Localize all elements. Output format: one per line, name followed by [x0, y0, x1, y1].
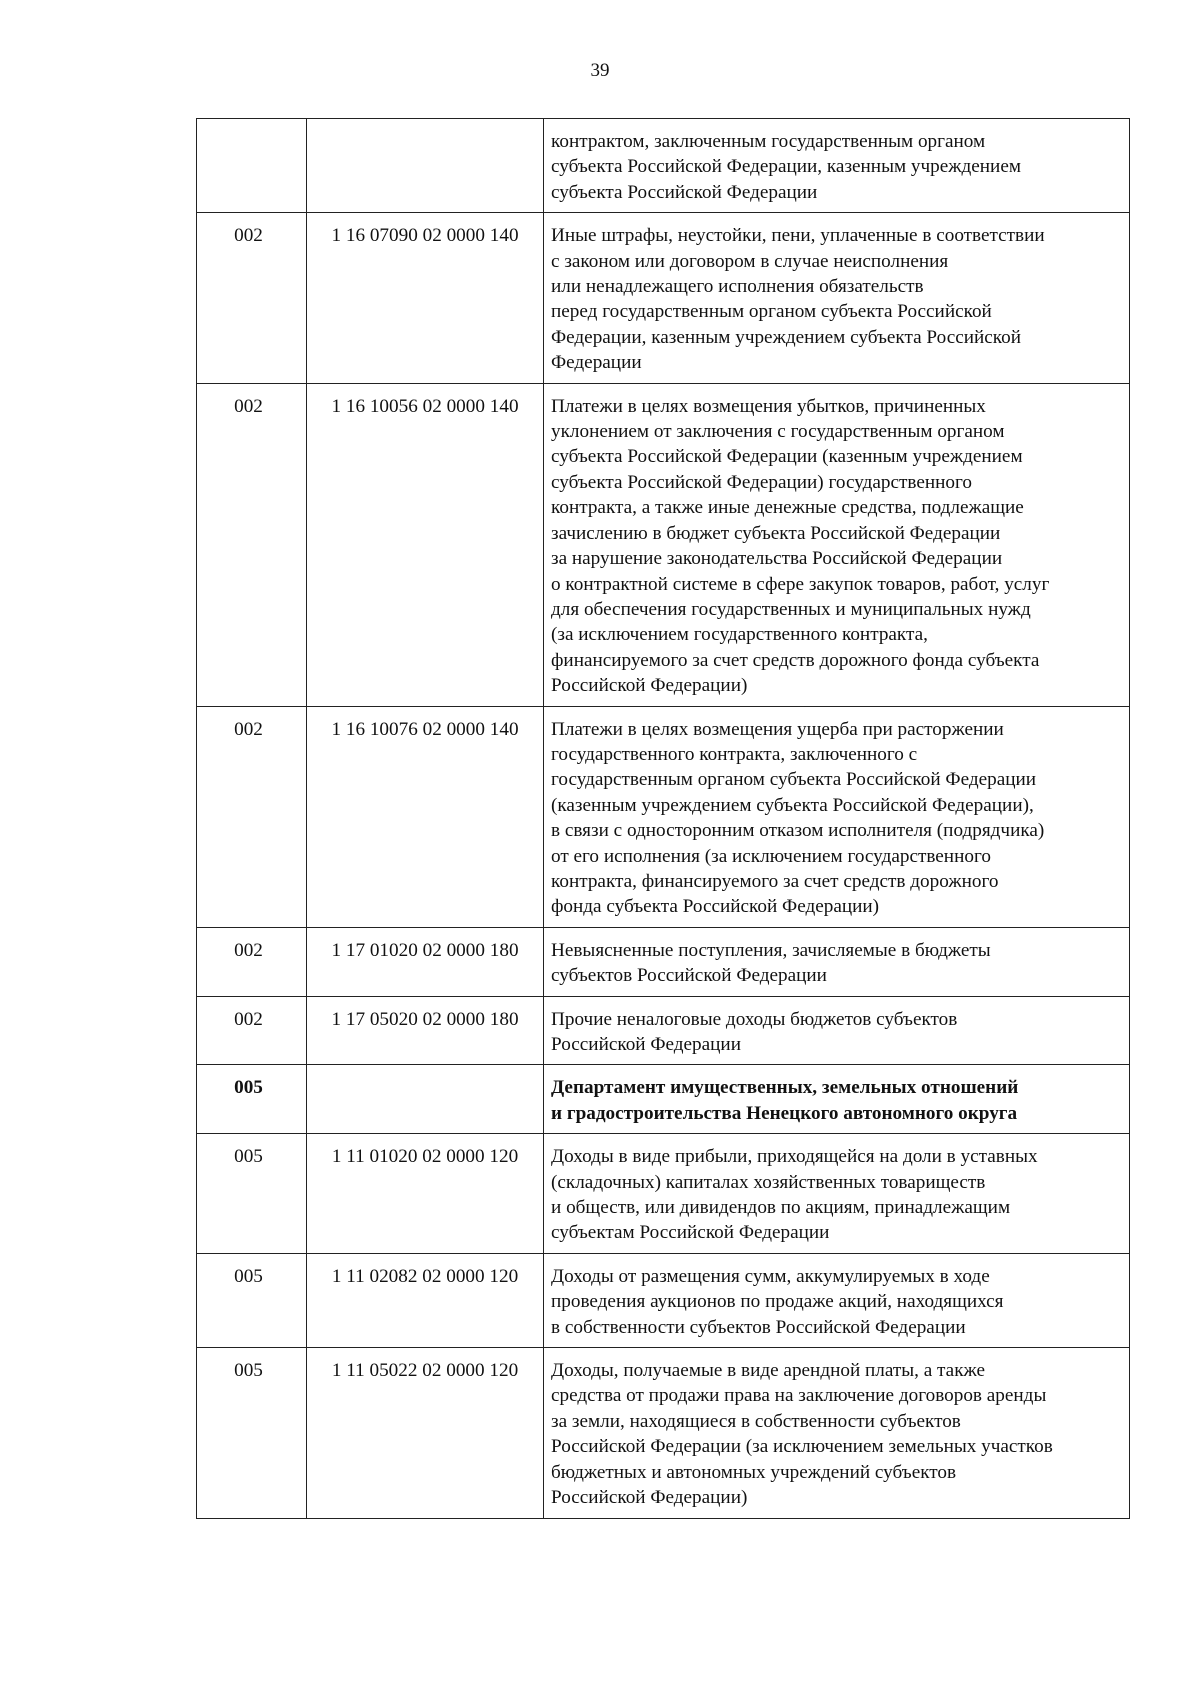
revenue-name-line: субъектов Российской Федерации	[551, 965, 827, 987]
revenue-code-cell: 1 11 02082 02 0000 120	[307, 1253, 544, 1347]
revenue-name-line: о контрактной системе в сфере закупок товаров, работ, услуг	[551, 573, 1050, 595]
revenue-code-cell: 1 17 05020 02 0000 180	[307, 996, 544, 1065]
revenue-name-line: и обществ, или дивидендов по акциям, принадлежащим	[551, 1197, 1011, 1219]
revenue-name-line: Иные штрафы, неустойки, пени, уплаченные в соответствии	[551, 225, 1045, 247]
revenue-name-cell	[544, 383, 1130, 706]
administrator-code-cell: 005	[197, 1065, 307, 1134]
revenue-code-cell: 1 11 05022 02 0000 120	[307, 1348, 544, 1518]
revenue-name-line: Российской Федерации	[551, 1034, 741, 1055]
revenue-name-line: зачислению в бюджет субъекта Российской Федерации	[551, 522, 1001, 544]
revenue-name-cell	[544, 1065, 1130, 1134]
revenue-name-line: финансируемого за счет средств дорожного фонда субъекта	[551, 649, 1040, 671]
revenue-name-line: субъекта Российской Федерации	[551, 181, 818, 203]
revenue-name-line: или ненадлежащего исполнения обязательств	[551, 276, 924, 298]
revenue-name-line: контрактом, заключенным государственным органом	[551, 131, 986, 152]
revenue-name-line: (казенным учреждением субъекта Российской Федерации),	[551, 794, 1034, 816]
revenue-name-cell	[544, 996, 1130, 1065]
revenue-name-line: (за исключением государственного контракта,	[551, 624, 928, 646]
revenue-name-line: за земли, находящиеся в собственности субъектов	[551, 1410, 961, 1432]
revenue-name-cell	[544, 1253, 1130, 1347]
revenue-name-line: перед государственным органом субъекта Российской	[551, 301, 992, 323]
revenue-name-line: Доходы от размещения сумм, аккумулируемых в ходе	[551, 1265, 990, 1287]
revenue-name-line: государственного контракта, заключенного с	[551, 743, 918, 765]
revenue-name-line: Российской Федерации)	[551, 675, 748, 697]
revenue-name-line: Российской Федерации)	[551, 1487, 748, 1509]
revenue-name-line: бюджетных и автономных учреждений субъектов	[551, 1461, 957, 1483]
revenue-name-line: за нарушение законодательства Российской Федерации	[551, 548, 1003, 570]
revenue-name-line: Российской Федерации (за исключением земельных участков	[551, 1436, 1053, 1458]
table-row	[197, 996, 1130, 1065]
revenue-code-cell: 1 17 01020 02 0000 180	[307, 927, 544, 996]
revenue-code-cell: 1 16 07090 02 0000 140	[307, 213, 544, 383]
revenue-name-line: для обеспечения государственных и муниципальных нужд	[551, 598, 1031, 620]
table-body	[197, 119, 1130, 1519]
table-row	[197, 1253, 1130, 1347]
administrator-code-cell: 002	[197, 383, 307, 706]
revenue-name-cell	[544, 119, 1130, 213]
revenue-name-line: фонда субъекта Российской Федерации)	[551, 896, 880, 918]
revenue-name-line: (складочных) капиталах хозяйственных товариществ	[551, 1171, 986, 1193]
table-row	[197, 1348, 1130, 1518]
revenue-name-line: контракта, финансируемого за счет средств дорожного	[551, 870, 999, 892]
revenue-name-line: проведения аукционов по продаже акций, находящихся	[551, 1291, 1004, 1313]
revenue-name-line: уклонением от заключения с государственным органом	[551, 421, 1005, 443]
table-row	[197, 706, 1130, 927]
revenue-code-cell: 1 16 10076 02 0000 140	[307, 706, 544, 927]
revenue-code-cell: 1 11 01020 02 0000 120	[307, 1134, 544, 1254]
revenue-name-cell	[544, 927, 1130, 996]
revenue-name-line: в собственности субъектов Российской Федерации	[551, 1316, 966, 1338]
revenue-name-cell	[544, 1348, 1130, 1518]
revenue-name-cell	[544, 213, 1130, 383]
revenue-name-cell	[544, 1134, 1130, 1254]
administrator-code-cell: 005	[197, 1253, 307, 1347]
table-row	[197, 119, 1130, 213]
revenue-name-line: Прочие неналоговые доходы бюджетов субъектов	[551, 1008, 958, 1030]
revenue-code-cell	[307, 119, 544, 213]
administrator-code-cell: 002	[197, 927, 307, 996]
administrator-code-cell: 002	[197, 996, 307, 1065]
revenue-name-line: Платежи в целях возмещения ущерба при расторжении	[551, 718, 1004, 740]
budget-classification-table	[196, 118, 1130, 1519]
revenue-name-line: в связи с односторонним отказом исполнителя (подрядчика)	[551, 820, 1045, 842]
table-row	[197, 213, 1130, 383]
revenue-name-line: Доходы, получаемые в виде арендной платы, а также	[551, 1360, 986, 1382]
administrator-code-cell: 002	[197, 706, 307, 927]
revenue-name-line: государственным органом субъекта Российской Федерации	[551, 769, 1037, 791]
revenue-name-line: Департамент имущественных, земельных отношений	[551, 1077, 1019, 1099]
table-row	[197, 1065, 1130, 1134]
revenue-name-line: от его исполнения (за исключением государственного	[551, 845, 991, 867]
page-number: 39	[590, 60, 610, 81]
revenue-name-line: средства от продажи права на заключение договоров аренды	[551, 1385, 1047, 1407]
table-row	[197, 927, 1130, 996]
revenue-name-line: Невыясненные поступления, зачисляемые в бюджеты	[551, 939, 991, 961]
revenue-code-cell: 1 16 10056 02 0000 140	[307, 383, 544, 706]
revenue-name-line: субъектам Российской Федерации	[551, 1222, 830, 1244]
administrator-code-cell: 002	[197, 213, 307, 383]
revenue-name-line: и градостроительства Ненецкого автономного округа	[551, 1102, 1018, 1124]
revenue-name-line: субъекта Российской Федерации, казенным учреждением	[551, 156, 1021, 178]
table-row	[197, 383, 1130, 706]
revenue-name-line: Федерации	[551, 352, 642, 374]
revenue-name-line: Федерации, казенным учреждением субъекта Российской	[551, 326, 1021, 348]
table-row	[197, 1134, 1130, 1254]
revenue-name-line: Платежи в целях возмещения убытков, причиненных	[551, 395, 986, 417]
revenue-name-line: субъекта Российской Федерации) государственного	[551, 471, 972, 493]
revenue-name-line: контракта, а также иные денежные средства, подлежащие	[551, 497, 1024, 519]
administrator-code-cell: 005	[197, 1134, 307, 1254]
administrator-code-cell: 005	[197, 1348, 307, 1518]
revenue-name-cell	[544, 706, 1130, 927]
revenue-name-line: Доходы в виде прибыли, приходящейся на доли в уставных	[551, 1146, 1038, 1168]
revenue-code-cell	[307, 1065, 544, 1134]
revenue-name-line: субъекта Российской Федерации (казенным учреждением	[551, 446, 1023, 468]
revenue-name-line: с законом или договором в случае неисполнения	[551, 250, 949, 272]
administrator-code-cell	[197, 119, 307, 213]
